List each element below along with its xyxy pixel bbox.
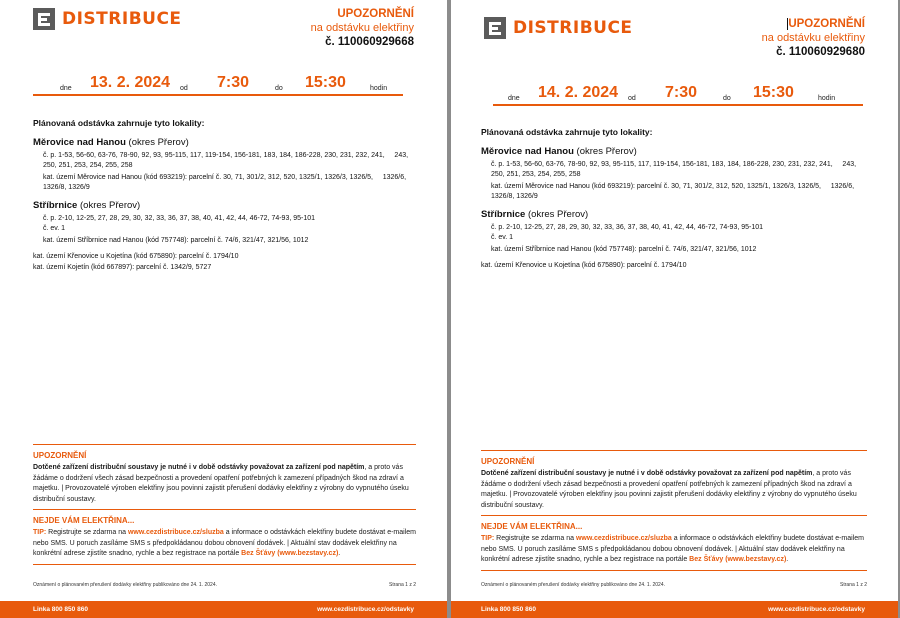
location-title [33, 137, 418, 148]
notice-header [762, 17, 865, 60]
extra-cadastre: kat. území Křenovice u Kojetína (kód 675890): parcelní č. 1794/10 [481, 262, 687, 269]
hours-label: hodin [818, 95, 836, 102]
publication-note: Oznámení o plánovaném přerušení dodávky elektřiny publikováno dne 24. 1. 2024. [33, 582, 218, 588]
tip-title: NEJDE VÁM ELEKTŘINA... [481, 522, 583, 531]
document-page-1 [0, 0, 447, 618]
locations-intro: Plánovaná odstávka zahrnuje tyto lokality: [33, 118, 205, 128]
cadastre-info: kat. území Měrovice nad Hanou (kód 693219): parcelní č. 30, 71, 301/2, 312, 520, 1325/1, 1326/3, 1326/5, 1326/6, 1326/8, 1326/9 [491, 183, 855, 200]
warning-section [481, 450, 867, 571]
location-name: Stříbrnice [481, 209, 526, 220]
warning-text [33, 463, 416, 505]
notice-subtitle: na odstávku elektřiny [310, 22, 414, 34]
warning-bold-text: Dotčené zařízení distribuční soustavy je nutné i v době odstávky považovat za zařízení pod napětím [481, 470, 813, 477]
tip-body: Registrujte se zdarma na [494, 535, 576, 542]
locations-section [33, 118, 418, 273]
publication-note: Oznámení o plánovaném přerušení dodávky elektřiny publikováno dne 24. 1. 2024. [481, 582, 666, 588]
locations-section [481, 127, 869, 271]
time-to-label: do [275, 85, 283, 92]
notice-title [762, 17, 865, 31]
tip-body: a informace o odstávkách elektřiny budete dostávat e-mailem nebo SMS. U poruch zasíláme SMS s předpokládanou dobou obnovení dodávek. | Aktuální stav dodávek elektřiny na konkrétní adrese zjistíte snadno, rychle a bez registrace na portále [33, 529, 416, 557]
evidence-numbers: č. ev. 1 [43, 225, 66, 232]
location-district: (okres Přerov) [77, 200, 141, 211]
location-title [481, 146, 869, 157]
notice-subtitle: na odstávku elektřiny [761, 32, 865, 44]
location-district: (okres Přerov) [525, 209, 589, 220]
bezstavy-link[interactable]: Bez Šťávy (www.bezstavy.cz) [241, 550, 339, 557]
time-to: 15:30 [305, 74, 346, 91]
evidence-numbers: č. ev. 1 [491, 234, 514, 241]
hotline-number: Linka 800 850 860 [481, 606, 536, 613]
outage-date-row [33, 74, 403, 96]
location-name: Měrovice nad Hanou [481, 146, 574, 157]
warning-body: , a proto vás žádáme o dodržení všech zásad bezpečnosti a provedení opatření potřebných k zamezení případných škod na zdraví a majetku. | Provozovatelé výroben elektřiny jsou povinni zajistit přerušení dodávky elektřiny z výrobny do vypnutého úseku distribuční soustavy. [481, 470, 857, 509]
service-link[interactable]: www.cezdistribuce.cz/sluzba [127, 529, 224, 536]
outages-link[interactable]: www.cezdistribuce.cz/odstavky [317, 606, 414, 613]
brand-name: DISTRIBUCE [62, 9, 182, 29]
bezstavy-link[interactable]: Bez Šťávy (www.bezstavy.cz) [689, 556, 787, 563]
warning-bold-text: Dotčené zařízení distribuční soustavy je nutné i v době odstávky považovat za zařízení pod napětím [33, 464, 365, 471]
location-name: Měrovice nad Hanou [33, 137, 126, 148]
time-to: 15:30 [753, 84, 794, 101]
location-title [33, 200, 418, 211]
tip-end: . [786, 556, 789, 563]
location-district: (okres Přerov) [573, 146, 637, 157]
date-label: dne [60, 85, 72, 92]
time-from-label: od [628, 95, 636, 102]
page-number: Strana 1 z 2 [389, 582, 416, 588]
hotline-number: Linka 800 850 860 [33, 606, 88, 613]
location-title [481, 209, 869, 220]
footnote [33, 582, 416, 588]
tip-body: Registrujte se zdarma na [46, 529, 128, 536]
page-number: Strana 1 z 2 [840, 582, 867, 588]
house-numbers: č. p. 1-53, 56-60, 63-76, 78-90, 92, 93, 95-115, 117, 119-154, 156-181, 183, 184, 186-228, 230, 231, 232, 241, 243, 250, 251, 253, 254, 255, 258 [491, 161, 857, 178]
outage-date: 14. 2. 2024 [538, 84, 619, 101]
tip-label: TIP: [33, 529, 47, 536]
time-from: 7:30 [665, 84, 698, 101]
house-numbers: č. p. 2-10, 12-25, 27, 28, 29, 30, 32, 33, 36, 37, 38, 40, 41, 42, 44, 46-72, 74-93, 95-101 [491, 224, 764, 231]
notice-title-text: UPOZORNĚNÍ [788, 18, 865, 30]
cez-logo-icon [484, 17, 506, 39]
brand-name: DISTRIBUCE [513, 18, 633, 38]
notice-title: UPOZORNĚNÍ [337, 8, 414, 20]
outage-date-row [493, 84, 863, 106]
extra-cadastre: kat. území Kojetín (kód 667897): parcelní č. 1342/9, 5727 [33, 264, 212, 271]
outages-link[interactable]: www.cezdistribuce.cz/odstavky [768, 606, 865, 613]
time-from: 7:30 [217, 74, 250, 91]
document-page-2 [451, 0, 898, 618]
cadastre-info: kat. území Stříbrnice nad Hanou (kód 757748): parcelní č. 74/6, 321/47, 321/56, 1012 [43, 237, 309, 244]
page-footer [0, 601, 447, 618]
outage-date: 13. 2. 2024 [90, 74, 171, 91]
warning-body: , a proto vás žádáme o dodržení všech zásad bezpečnosti a provedení opatření potřebných k zamezení případných škod na zdraví a majetku. | Provozovatelé výroben elektřiny jsou povinni zajistit přerušení dodávky elektřiny z výrobny do vypnutého úseku distribuční soustavy. [33, 464, 409, 503]
date-label: dne [508, 95, 520, 102]
warning-section [33, 444, 416, 565]
cez-logo-icon [33, 8, 55, 30]
notice-number: č. 110060929668 [325, 36, 414, 48]
notice-header [311, 7, 414, 50]
tip-end: . [338, 550, 341, 557]
cez-distribuce-logo [33, 8, 182, 30]
page-footer [451, 601, 898, 618]
house-numbers: č. p. 2-10, 12-25, 27, 28, 29, 30, 32, 33, 36, 37, 38, 40, 41, 42, 44, 46-72, 74-93, 95-101 [43, 215, 316, 222]
locations-intro: Plánovaná odstávka zahrnuje tyto lokality: [481, 127, 653, 137]
service-link[interactable]: www.cezdistribuce.cz/sluzba [575, 535, 672, 542]
warning-text [481, 469, 867, 511]
time-to-label: do [723, 95, 731, 102]
notice-number: č. 110060929680 [776, 46, 865, 58]
tip-label: TIP: [481, 535, 495, 542]
tip-title: NEJDE VÁM ELEKTŘINA... [33, 516, 135, 525]
location-name: Stříbrnice [33, 200, 78, 211]
warning-title: UPOZORNĚNÍ [33, 451, 87, 460]
cez-distribuce-logo [484, 17, 633, 39]
time-from-label: od [180, 85, 188, 92]
location-district: (okres Přerov) [125, 137, 189, 148]
extra-cadastre: kat. území Křenovice u Kojetína (kód 675890): parcelní č. 1794/10 [33, 253, 239, 260]
house-numbers: č. p. 1-53, 56-60, 63-76, 78-90, 92, 93, 95-115, 117, 119-154, 156-181, 183, 184, 186-228, 230, 231, 232, 241, 243, 250, 251, 253, 254, 255, 258 [43, 152, 409, 169]
tip-text [33, 528, 416, 560]
cadastre-info: kat. území Stříbrnice nad Hanou (kód 757748): parcelní č. 74/6, 321/47, 321/56, 1012 [491, 246, 757, 253]
hours-label: hodin [370, 85, 388, 92]
tip-text [481, 534, 867, 566]
footnote [481, 582, 867, 588]
cadastre-info: kat. území Měrovice nad Hanou (kód 693219): parcelní č. 30, 71, 301/2, 312, 520, 1325/1, 1326/3, 1326/5, 1326/6, 1326/8, 1326/9 [43, 174, 407, 191]
warning-title: UPOZORNĚNÍ [481, 457, 535, 466]
tip-body: a informace o odstávkách elektřiny budete dostávat e-mailem nebo SMS. U poruch zasíláme SMS s předpokládanou dobou obnovení dodávek. | Aktuální stav dodávek elektřiny na konkrétní adrese zjistíte snadno, rychle a bez registrace na portále [481, 535, 864, 563]
